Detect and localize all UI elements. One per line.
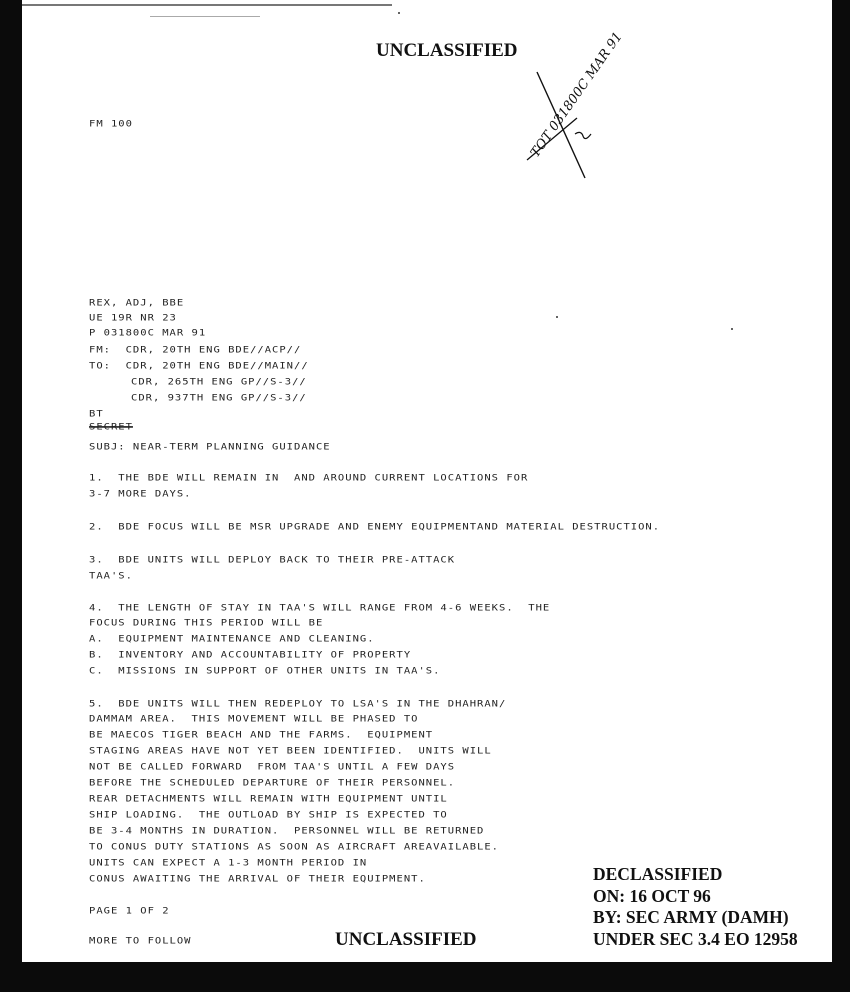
paragraph-line: C. MISSIONS IN SUPPORT OF OTHER UNITS IN TAA'S. (89, 666, 441, 676)
scan-speck (731, 328, 733, 330)
paragraph-line: REAR DETACHMENTS WILL REMAIN WITH EQUIPMENT UNTIL (89, 794, 448, 804)
declass-line-2: ON: 16 OCT 96 (593, 885, 711, 906)
paragraph-line: 3. BDE UNITS WILL DEPLOY BACK TO THEIR PRE-ATTACK (89, 555, 456, 565)
page-top-edge (22, 4, 392, 6)
more-to-follow: MORE TO FOLLOW (89, 936, 192, 946)
page-info: PAGE 1 OF 2 (89, 906, 170, 916)
routing-line: CDR, 937TH ENG GP//S-3// (131, 393, 307, 403)
routing-line: CDR, 265TH ENG GP//S-3// (131, 377, 307, 387)
scan-border-bottom (0, 962, 850, 992)
declass-line-1: DECLASSIFIED (593, 864, 723, 884)
routing-line-bt: BT (89, 409, 104, 419)
routing-line: P 031800C MAR 91 (89, 328, 207, 338)
scan-speck (398, 12, 400, 14)
declass-line-4: UNDER SEC 3.4 EO 12958 (593, 928, 798, 949)
paragraph-line: 4. THE LENGTH OF STAY IN TAA'S WILL RANGE FROM 4-6 WEEKS. THE (89, 603, 551, 613)
paragraph-line: 2. BDE FOCUS WILL BE MSR UPGRADE AND ENEMY EQUIPMENTAND MATERIAL DESTRUCTION. (89, 522, 661, 532)
paragraph-line: SHIP LOADING. THE OUTLOAD BY SHIP IS EXPECTED TO (89, 810, 448, 820)
scan-speck (556, 316, 558, 318)
paragraph-line: TAA'S. (89, 571, 133, 581)
paragraph-line: BEFORE THE SCHEDULED DEPARTURE OF THEIR PERSONNEL. (89, 778, 456, 788)
paragraph-line: CONUS AWAITING THE ARRIVAL OF THEIR EQUIPMENT. (89, 874, 426, 884)
classification-top: UNCLASSIFIED (376, 40, 518, 61)
paragraph-line: TO CONUS DUTY STATIONS AS SOON AS AIRCRAFT AREAVAILABLE. (89, 842, 500, 852)
routing-line-to: TO: CDR, 20TH ENG BDE//MAIN// (89, 361, 309, 371)
routing-line: REX, ADJ, BBE (89, 298, 185, 308)
routing-line-from: FM: CDR, 20TH ENG BDE//ACP// (89, 345, 302, 355)
paragraph-line: BE 3-4 MONTHS IN DURATION. PERSONNEL WILL BE RETURNED (89, 826, 485, 836)
paragraph-line: 1. THE BDE WILL REMAIN IN AND AROUND CURRENT LOCATIONS FOR (89, 473, 529, 483)
annotation-text: TOT 031800C MAR 91 (527, 29, 626, 161)
paragraph-line: 3-7 MORE DAYS. (89, 489, 192, 499)
struck-classification: SECRET (89, 422, 133, 432)
routing-line: UE 19R NR 23 (89, 313, 177, 323)
scan-border-right (832, 0, 850, 992)
declassification-stamp (593, 864, 798, 950)
annotation-initials (575, 132, 591, 138)
paragraph-line: 5. BDE UNITS WILL THEN REDEPLOY TO LSA'S IN THE DHAHRAN/ (89, 699, 507, 709)
subject-line: SUBJ: NEAR-TERM PLANNING GUIDANCE (89, 442, 331, 452)
paragraph-line: NOT BE CALLED FORWARD FROM TAA'S UNTIL A FEW DAYS (89, 762, 456, 772)
paragraph-line: B. INVENTORY AND ACCOUNTABILITY OF PROPERTY (89, 650, 412, 660)
paragraph-line: STAGING AREAS HAVE NOT YET BEEN IDENTIFIED. UNITS WILL (89, 746, 492, 756)
declass-line-3: BY: SEC ARMY (DAMH) (593, 907, 789, 927)
scan-border-left (0, 0, 22, 992)
paragraph-line: FOCUS DURING THIS PERIOD WILL BE (89, 618, 324, 628)
handwritten-annotation (515, 0, 675, 190)
header-code: FM 100 (89, 119, 133, 129)
paragraph-line: BE MAECOS TIGER BEACH AND THE FARMS. EQUIPMENT (89, 730, 434, 740)
classification-bottom: UNCLASSIFIED (335, 929, 477, 950)
paragraph-line: UNITS CAN EXPECT A 1-3 MONTH PERIOD IN (89, 858, 368, 868)
page-top-edge-mark (150, 16, 260, 17)
paragraph-line: DAMMAM AREA. THIS MOVEMENT WILL BE PHASED TO (89, 714, 419, 724)
paragraph-line: A. EQUIPMENT MAINTENANCE AND CLEANING. (89, 634, 375, 644)
